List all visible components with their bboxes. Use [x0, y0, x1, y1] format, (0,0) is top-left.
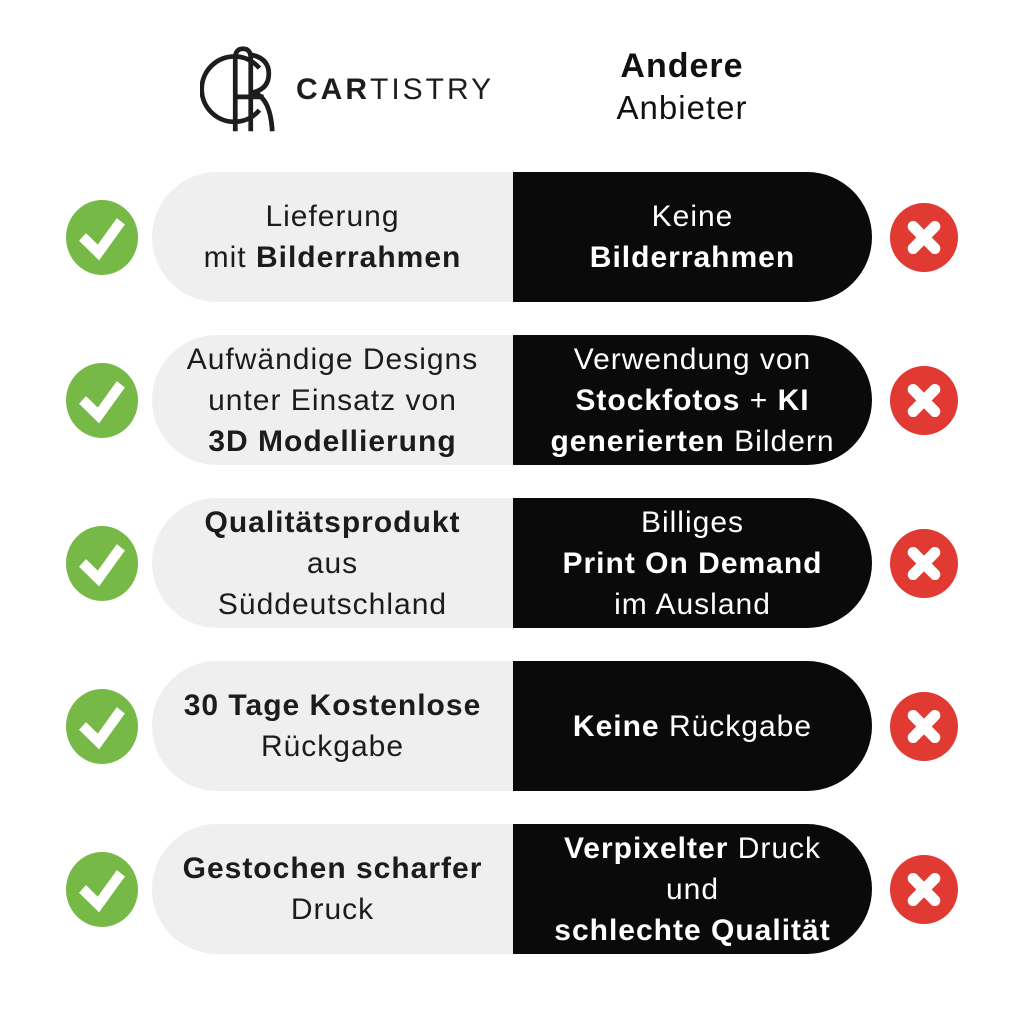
brand-pill — [152, 335, 513, 465]
pill-text-line: Rückgabe — [260, 730, 405, 763]
cross-icon — [890, 366, 958, 435]
pill-text-line: Stockfotos + KI — [575, 383, 810, 417]
competitor-title-line2: Anbieter — [616, 89, 748, 126]
pill-text-line: Süddeutschland — [217, 587, 448, 621]
competitor-title — [542, 44, 822, 128]
competitor-pill — [513, 824, 872, 954]
competitor-pill — [513, 335, 872, 465]
pill-text-line: im Ausland — [614, 587, 771, 621]
brand-wordmark-bold: CAR — [296, 73, 370, 106]
pill-text-line: schlechte Qualität — [554, 913, 831, 947]
pill-text-line: Druck — [290, 893, 375, 926]
check-icon — [66, 363, 138, 438]
comparison-row — [0, 335, 1024, 465]
pill-text-line: Lieferung — [265, 200, 400, 233]
comparison-row — [0, 824, 1024, 954]
pill-text-line: Billiges — [640, 505, 745, 539]
brand-pill — [152, 172, 513, 302]
pill-text-line: Aufwändige Designs — [186, 342, 479, 376]
cartistry-monogram-icon — [200, 44, 286, 136]
pill-text-line: Print On Demand — [562, 546, 823, 580]
check-icon — [66, 526, 138, 601]
brand-pill — [152, 824, 513, 954]
check-icon — [66, 689, 138, 764]
cross-icon — [890, 203, 958, 272]
pill-text-line: Keine Rückgabe — [572, 709, 813, 743]
competitor-pill — [513, 172, 872, 302]
cross-icon — [890, 692, 958, 761]
brand-pill — [152, 498, 513, 628]
pill-text-line: Verpixelter Druck — [563, 831, 822, 865]
pill-text-line: aus — [306, 546, 359, 580]
check-icon — [66, 852, 138, 927]
pill-text-line: Keine — [651, 200, 734, 233]
pill-text-line: Bilderrahmen — [589, 241, 796, 274]
cross-icon — [890, 855, 958, 924]
comparison-row — [0, 172, 1024, 302]
pill-text-line: 30 Tage Kostenlose — [183, 689, 482, 722]
competitor-title-line1: Andere — [620, 47, 744, 85]
pill-text-line: unter Einsatz von — [208, 383, 457, 417]
comparison-row — [0, 661, 1024, 791]
check-icon — [66, 200, 138, 275]
comparison-row — [0, 498, 1024, 628]
competitor-pill — [513, 661, 872, 791]
brand-header — [200, 44, 494, 136]
pill-text-line: mit Bilderrahmen — [203, 241, 462, 274]
brand-wordmark-rest: TISTRY — [370, 73, 495, 106]
pill-text-line: 3D Modellierung — [208, 424, 457, 458]
pill-text-line: und — [665, 872, 720, 906]
pill-text-line: Gestochen scharfer — [182, 852, 483, 885]
cross-icon — [890, 529, 958, 598]
competitor-pill — [513, 498, 872, 628]
pill-text-line: Verwendung von — [573, 342, 812, 376]
pill-text-line: generierten Bildern — [550, 424, 835, 458]
brand-pill — [152, 661, 513, 791]
pill-text-line: Qualitätsprodukt — [204, 505, 461, 539]
brand-wordmark — [296, 73, 494, 107]
